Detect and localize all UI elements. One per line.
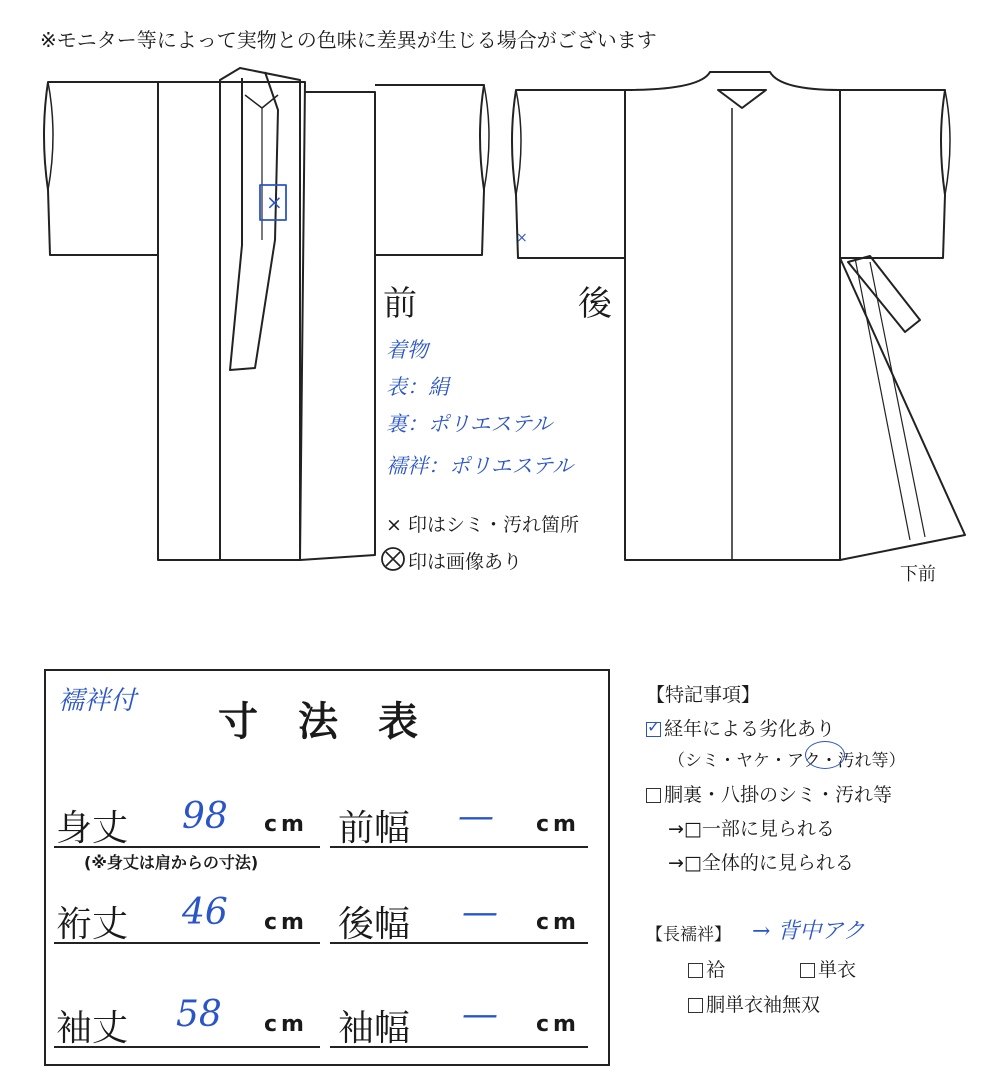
option-muso: 胴単衣袖無双 (688, 990, 820, 1017)
materials-title: 着物 (386, 338, 428, 362)
top-note: ※モニター等によって実物との色味に差異が生じる場合がございます (40, 28, 657, 52)
yuki-unit: cm (264, 910, 308, 935)
sodetake-unit: cm (264, 1012, 308, 1037)
maehaba-unit: cm (536, 812, 580, 837)
circle-mark (805, 741, 845, 769)
maehaba-label: 前幅 (338, 808, 411, 849)
sodehaba-value: — (462, 994, 498, 1035)
checkbox[interactable] (688, 998, 703, 1013)
yuki-label: 裄丈 (56, 904, 129, 945)
checkbox[interactable] (800, 963, 815, 978)
size-table-tag: 襦袢付 (58, 686, 137, 716)
checkbox[interactable] (688, 963, 703, 978)
sodehaba-label: 袖幅 (338, 1008, 411, 1049)
back-right-sleeve (840, 90, 945, 258)
mitake-value: 98 (182, 796, 228, 837)
note-item2-sub1: →□一部に見られる (668, 818, 835, 840)
legend-stain: × 印はシミ・汚れ箇所 (386, 514, 579, 536)
lower-front-panel (840, 258, 965, 560)
sodetake-value: 58 (176, 994, 222, 1035)
size-table-title: 寸 法 表 (218, 699, 418, 745)
stain-mark-front: × (266, 190, 283, 214)
front-label: 前 (383, 284, 417, 324)
naga-juban-heading: 【長襦袢】 (646, 925, 731, 945)
mitake-unit: cm (264, 812, 308, 837)
checkbox-checked[interactable]: ✓ (647, 717, 661, 736)
front-overlap (220, 68, 300, 560)
option-awase: 袷 (688, 955, 725, 982)
ushirohaba-value: — (462, 892, 498, 933)
checkbox[interactable] (646, 788, 661, 803)
maehaba-value: — (458, 796, 494, 837)
stain-mark-back: × (516, 230, 528, 246)
sodehaba-unit: cm (536, 1012, 580, 1037)
ushirohaba-unit: cm (536, 910, 580, 935)
legend-image: 印は画像あり (408, 551, 523, 573)
materials-juban: 襦袢：ポリエステル (386, 454, 574, 478)
note-item1-detail: （シミ・ヤケ・アク・汚れ等） (668, 751, 906, 771)
lower-front-label: 下前 (900, 564, 936, 585)
special-notes-heading: 【特記事項】 (646, 684, 761, 706)
materials-lining: 裏：ポリエステル (386, 412, 553, 436)
mitake-note: (※身丈は肩からの寸法) (84, 853, 259, 872)
note-item1: ✓ 経年による劣化あり (647, 717, 836, 740)
yuki-value: 46 (182, 892, 228, 933)
back-inner-collar (848, 256, 920, 332)
ushirohaba-label: 後幅 (338, 904, 411, 945)
note-item2-sub2: →□全体的に見られる (668, 852, 854, 874)
front-left-sleeve (44, 82, 158, 255)
sodetake-label: 袖丈 (56, 1008, 129, 1049)
front-hem-right (300, 300, 375, 560)
front-body (158, 82, 305, 560)
naga-juban-note: → 背中アク (752, 919, 865, 944)
back-label: 後 (578, 284, 612, 324)
back-left-sleeve (512, 90, 625, 258)
materials-outer: 表：絹 (386, 375, 449, 399)
mitake-label: 身丈 (56, 808, 129, 849)
note-item2: 胴裏・八掛のシミ・汚れ等 (646, 780, 892, 807)
back-collar (625, 72, 840, 90)
front-right-sleeve (375, 85, 484, 255)
front-collar (230, 72, 278, 370)
front-right-body (305, 92, 375, 300)
option-hitoe: 単衣 (800, 955, 856, 982)
